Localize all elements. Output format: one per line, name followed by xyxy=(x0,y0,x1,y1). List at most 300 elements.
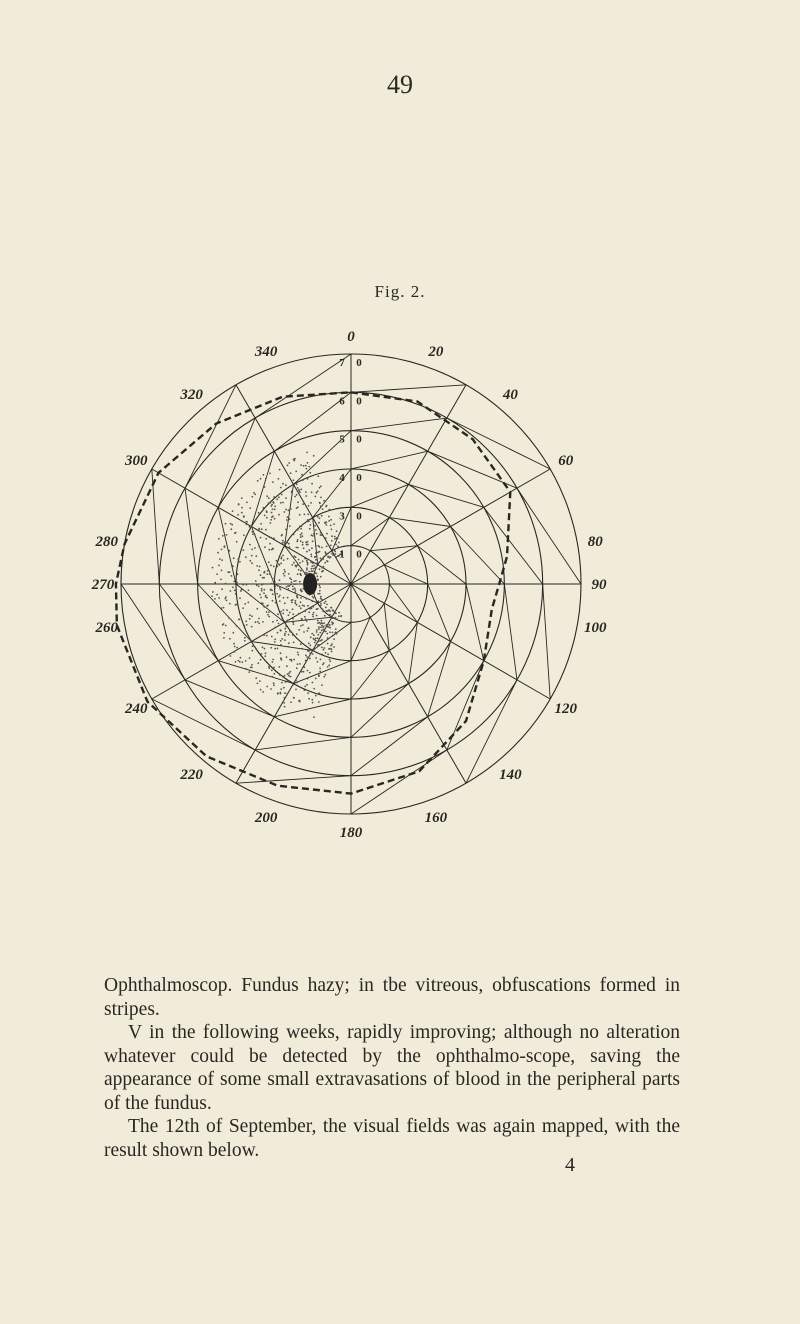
scotoma-dot xyxy=(317,516,319,518)
scotoma-dot xyxy=(305,709,307,711)
scotoma-dot xyxy=(288,634,290,636)
scotoma-dot xyxy=(273,496,275,498)
scotoma-dot xyxy=(327,666,329,668)
web-line-3-210 xyxy=(218,661,293,684)
scotoma-dot xyxy=(311,699,313,701)
scotoma-dot xyxy=(306,544,308,546)
scotoma-dot xyxy=(225,625,227,627)
web-line-1-60 xyxy=(384,565,427,584)
meridian-label: 200 xyxy=(254,810,278,827)
scotoma-dot xyxy=(315,657,317,659)
scotoma-dot xyxy=(331,643,333,645)
scotoma-dot xyxy=(329,624,331,626)
scotoma-dot xyxy=(306,551,308,553)
scotoma-dot xyxy=(331,553,333,555)
scotoma-dot xyxy=(303,671,305,673)
scotoma-dot xyxy=(300,488,302,490)
scotoma-dot xyxy=(332,610,334,612)
scotoma-dot xyxy=(326,604,328,606)
scotoma-dot xyxy=(262,621,264,623)
scotoma-dot xyxy=(260,523,262,525)
scotoma-dot xyxy=(214,582,216,584)
scotoma-dot xyxy=(288,588,290,590)
scotoma-dot xyxy=(234,590,236,592)
scotoma-dot xyxy=(327,643,329,645)
scotoma-dot xyxy=(315,638,317,640)
scotoma-dot xyxy=(251,650,253,652)
scotoma-dot xyxy=(265,529,267,531)
scotoma-dot xyxy=(272,548,274,550)
meridian-label: 20 xyxy=(428,343,444,360)
scotoma-dot xyxy=(270,522,272,524)
scotoma-dot xyxy=(284,602,286,604)
scotoma-dot xyxy=(333,638,335,640)
scotoma-dot xyxy=(273,502,275,504)
scotoma-dot xyxy=(277,585,279,587)
scotoma-dot xyxy=(244,637,246,639)
scotoma-dot xyxy=(307,513,309,515)
scotoma-dot xyxy=(236,647,238,649)
scotoma-dot xyxy=(288,509,290,511)
scotoma-dot xyxy=(257,683,259,685)
scotoma-dot xyxy=(236,625,238,627)
scotoma-dot xyxy=(293,641,295,643)
scotoma-dot xyxy=(280,688,282,690)
scotoma-dot xyxy=(318,626,320,628)
scotoma-dot xyxy=(263,589,265,591)
web-line-1-90 xyxy=(389,584,417,622)
scotoma-dot xyxy=(278,514,280,516)
scotoma-dot xyxy=(299,605,301,607)
scotoma-dot xyxy=(276,620,278,622)
figure-caption: Fig. 2. xyxy=(374,282,426,301)
scotoma-dot xyxy=(318,640,320,642)
scotoma-dot xyxy=(265,652,267,654)
scotoma-dot xyxy=(249,507,251,509)
scotoma-dot xyxy=(316,615,318,617)
web-line-3-90 xyxy=(466,584,484,661)
scotoma-dot xyxy=(246,502,248,504)
scotoma-dot xyxy=(232,566,234,568)
meridian-label: 320 xyxy=(180,387,203,404)
scotoma-dot xyxy=(333,646,335,648)
scotoma-dot xyxy=(325,674,327,676)
scotoma-dot xyxy=(329,648,331,650)
scotoma-dot xyxy=(311,570,313,572)
scotoma-dot xyxy=(283,542,285,544)
scotoma-dot xyxy=(291,660,293,662)
scotoma-dot xyxy=(295,589,297,591)
scotoma-dot xyxy=(274,585,276,587)
meridian-label: 40 xyxy=(502,387,518,404)
scotoma-dot xyxy=(258,623,260,625)
scotoma-dot xyxy=(323,647,325,649)
scotoma-dot xyxy=(297,652,299,654)
scotoma-dot xyxy=(282,613,284,615)
scotoma-dot xyxy=(315,545,317,547)
meridian-label: 240 xyxy=(124,701,148,717)
scotoma-dot xyxy=(239,619,241,621)
scotoma-dot xyxy=(300,625,302,627)
scotoma-dot xyxy=(285,497,287,499)
scotoma-dot xyxy=(316,631,318,633)
scotoma-dot xyxy=(231,575,233,577)
scotoma-dot xyxy=(290,508,292,510)
scotoma-dot xyxy=(316,573,318,575)
scotoma-dot xyxy=(258,528,260,530)
scotoma-dot xyxy=(271,669,273,671)
scotoma-dot xyxy=(269,536,271,538)
scotoma-dot xyxy=(329,631,331,633)
scotoma-dot xyxy=(223,637,225,639)
scotoma-dot xyxy=(306,598,308,600)
scotoma-dot xyxy=(251,562,253,564)
scotoma-dot xyxy=(225,523,227,525)
scotoma-dot xyxy=(302,479,304,481)
scotoma-dot xyxy=(326,524,328,526)
scotoma-dot xyxy=(325,607,327,609)
scotoma-dot xyxy=(340,616,342,618)
scotoma-dot xyxy=(249,526,251,528)
scotoma-dot xyxy=(247,602,249,604)
web-line-2-90 xyxy=(428,584,451,642)
scotoma-dot xyxy=(285,529,287,531)
scotoma-dot xyxy=(285,626,287,628)
scotoma-dot xyxy=(302,542,304,544)
scotoma-dot xyxy=(325,554,327,556)
scotoma-dot xyxy=(266,517,268,519)
scotoma-dot xyxy=(282,502,284,504)
scotoma-dot xyxy=(328,609,330,611)
scotoma-dot xyxy=(319,502,321,504)
scotoma-dot xyxy=(326,533,328,535)
scotoma-dot xyxy=(273,684,275,686)
scotoma-dot xyxy=(277,632,279,634)
scotoma-dot xyxy=(273,682,275,684)
scotoma-dot xyxy=(284,628,286,630)
scotoma-dot xyxy=(305,655,307,657)
scotoma-dot xyxy=(211,595,213,597)
scotoma-dot xyxy=(293,562,295,564)
scotoma-dot xyxy=(263,577,265,579)
scotoma-dot xyxy=(278,623,280,625)
scotoma-dot xyxy=(293,534,295,536)
scotoma-dot xyxy=(274,518,276,520)
scotoma-dot xyxy=(276,560,278,562)
scotoma-dot xyxy=(295,583,297,585)
scotoma-dot xyxy=(320,596,322,598)
scotoma-dot xyxy=(311,565,313,567)
scotoma-dot xyxy=(226,600,228,602)
scotoma-dot xyxy=(291,601,293,603)
scotoma-dot xyxy=(292,684,294,686)
scotoma-dot xyxy=(296,633,298,635)
scotoma-dot xyxy=(288,543,290,545)
meridian-label: 80 xyxy=(587,533,603,550)
ring-label-right: 0 xyxy=(356,433,362,446)
scotoma-dot xyxy=(229,638,231,640)
scotoma-dot xyxy=(251,664,253,666)
web-line-4-300 xyxy=(218,418,255,507)
scotoma-dot xyxy=(262,691,264,693)
scotoma-dot xyxy=(312,616,314,618)
scotoma-dot xyxy=(297,487,299,489)
scotoma-dot xyxy=(257,480,259,482)
scotoma-dot xyxy=(218,597,220,599)
scotoma-dot xyxy=(276,566,278,568)
scotoma-dot xyxy=(298,559,300,561)
scotoma-dot xyxy=(299,514,301,516)
scotoma-dot xyxy=(318,675,320,677)
scotoma-dot xyxy=(216,573,218,575)
scotoma-dot xyxy=(272,508,274,510)
scotoma-dot xyxy=(332,617,334,619)
scotoma-dot xyxy=(257,583,259,585)
scotoma-dot xyxy=(282,483,284,485)
scotoma-dot xyxy=(314,496,316,498)
scotoma-dot xyxy=(251,526,253,528)
scotoma-dot xyxy=(260,659,262,661)
meridian-label: 140 xyxy=(499,766,522,783)
scotoma-dot xyxy=(272,600,274,602)
scotoma-dot xyxy=(307,605,309,607)
meridian-label: 180 xyxy=(339,825,363,841)
scotoma-dot xyxy=(253,492,255,494)
scotoma-dot xyxy=(328,664,330,666)
scotoma-dot xyxy=(317,475,319,477)
scotoma-dot xyxy=(268,616,270,618)
scotoma-dot xyxy=(263,583,265,585)
scotoma-dot xyxy=(288,462,290,464)
scotoma-dot xyxy=(294,591,296,593)
scotoma-dot xyxy=(300,607,302,609)
meridian-label: 220 xyxy=(180,766,203,783)
scotoma-dot xyxy=(284,569,286,571)
scotoma-dot xyxy=(217,552,219,554)
scotoma-dot xyxy=(272,659,274,661)
scotoma-dot xyxy=(287,465,289,467)
scotoma-dot xyxy=(301,618,303,620)
scotoma-dot xyxy=(336,556,338,558)
scotoma-dot xyxy=(324,602,326,604)
scotoma-dot xyxy=(300,534,302,536)
scotoma-dot xyxy=(315,552,317,554)
scotoma-dot xyxy=(256,565,258,567)
scotoma-dot xyxy=(229,603,231,605)
scotoma-dot xyxy=(235,593,237,595)
scotoma-dot xyxy=(244,603,246,605)
scotoma-dot xyxy=(300,589,302,591)
scotoma-dot xyxy=(322,623,324,625)
scotoma-dot xyxy=(280,614,282,616)
scotoma-dot xyxy=(288,642,290,644)
scotoma-dot xyxy=(319,517,321,519)
scotoma-dot xyxy=(251,615,253,617)
web-line-2-210 xyxy=(251,642,312,651)
scotoma-dot xyxy=(287,673,289,675)
scotoma-dot xyxy=(301,648,303,650)
scotoma-dot xyxy=(212,591,214,593)
scotoma-dot xyxy=(259,594,261,596)
scotoma-dot xyxy=(234,651,236,653)
scotoma-dot xyxy=(219,558,221,560)
scotoma-dot xyxy=(241,507,243,509)
scotoma-dot xyxy=(318,628,320,630)
scotoma-dot xyxy=(300,464,302,466)
scotoma-dot xyxy=(279,595,281,597)
scotoma-dot xyxy=(304,558,306,560)
scotoma-dot xyxy=(313,565,315,567)
scotoma-dot xyxy=(230,590,232,592)
scotoma-dot xyxy=(298,569,300,571)
scotoma-dot xyxy=(265,595,267,597)
scotoma-dot xyxy=(289,631,291,633)
scotoma-dot xyxy=(306,560,308,562)
scotoma-dot xyxy=(260,537,262,539)
scotoma-dot xyxy=(271,636,273,638)
scotoma-dot xyxy=(254,534,256,536)
scotoma-dot xyxy=(270,589,272,591)
scotoma-dot xyxy=(315,556,317,558)
scotoma-dot xyxy=(295,566,297,568)
web-line-3-180 xyxy=(274,699,351,717)
scotoma-dot xyxy=(308,520,310,522)
paragraph-2: V in the following weeks, rapidly improving; although no alteration whatever could be detected by the ophthalmo-scope, saving the appearance of some small extravasations of blood in the peripheral parts of the fundus. xyxy=(104,1022,680,1114)
scotoma-dot xyxy=(289,671,291,673)
scotoma-dot xyxy=(331,535,333,537)
scotoma-dot xyxy=(321,630,323,632)
scotoma-dot xyxy=(292,588,294,590)
scotoma-dot xyxy=(243,534,245,536)
scotoma-dot xyxy=(304,616,306,618)
scotoma-dot xyxy=(266,597,268,599)
scotoma-dot xyxy=(284,697,286,699)
ring-label-left: 7 xyxy=(339,357,345,369)
paragraph-3: The 12th of September, the visual fields was again mapped, with the result shown below. xyxy=(104,1116,680,1161)
scotoma-dot xyxy=(243,515,245,517)
scotoma-dot xyxy=(270,537,272,539)
scotoma-dot xyxy=(266,511,268,513)
scotoma-dot xyxy=(319,551,321,553)
meridian-label: 280 xyxy=(95,533,119,550)
scotoma-dot xyxy=(320,603,322,605)
scotoma-dot xyxy=(246,584,248,586)
scotoma-dot xyxy=(272,593,274,595)
scotoma-dot xyxy=(223,607,225,609)
scotoma-dot xyxy=(283,702,285,704)
scotoma-dot xyxy=(313,533,315,535)
scotoma-dot xyxy=(306,572,308,574)
scotoma-dot xyxy=(295,680,297,682)
meridian-label: 340 xyxy=(254,343,278,360)
scotoma-dot xyxy=(241,497,243,499)
web-line-4-60 xyxy=(484,507,543,584)
scotoma-dot xyxy=(231,524,233,526)
scotoma-dot xyxy=(230,655,232,657)
scotoma-dot xyxy=(281,556,283,558)
scotoma-dot xyxy=(245,660,247,662)
scotoma-dot xyxy=(316,492,318,494)
scotoma-dot xyxy=(220,579,222,581)
scotoma-dot xyxy=(251,531,253,533)
scotoma-dot xyxy=(252,645,254,647)
scotoma-dot xyxy=(270,564,272,566)
scotoma-dot xyxy=(296,529,298,531)
scotoma-dot xyxy=(322,626,324,628)
scotoma-dot xyxy=(309,528,311,530)
scotoma-dot xyxy=(266,573,268,575)
scotoma-dot xyxy=(245,668,247,670)
perimetry-svg xyxy=(91,329,660,860)
scotoma-dot xyxy=(282,555,284,557)
scotoma-dot xyxy=(307,462,309,464)
scotoma-dot xyxy=(330,645,332,647)
scotoma-dot xyxy=(292,618,294,620)
scotoma-dot xyxy=(305,660,307,662)
scotoma-dot xyxy=(295,580,297,582)
scotoma-dot xyxy=(287,619,289,621)
scotoma-dot xyxy=(251,626,253,628)
scotoma-dot xyxy=(262,646,264,648)
scotoma-dot xyxy=(327,626,329,628)
perimetry-chart xyxy=(91,329,660,865)
scotoma-dot xyxy=(285,631,287,633)
scotoma-dot xyxy=(284,692,286,694)
scotoma-dot xyxy=(310,502,312,504)
scotoma-dot xyxy=(301,525,303,527)
paragraph-1: Ophthalmoscop. Fundus hazy; in tbe vitreous, obfuscations formed in stripes. xyxy=(104,975,680,1020)
scotoma-dot xyxy=(283,597,285,599)
scotoma-dot xyxy=(321,625,323,627)
scotoma-dot xyxy=(302,503,304,505)
scotoma-dot xyxy=(233,557,235,559)
scotoma-dot xyxy=(334,612,336,614)
scotoma-dot xyxy=(302,535,304,537)
scotoma-dot xyxy=(314,525,316,527)
scotoma-dot xyxy=(292,608,294,610)
scotoma-dot xyxy=(293,697,295,699)
scotoma-dot xyxy=(320,558,322,560)
scotoma-dot xyxy=(305,491,307,493)
scotoma-dot xyxy=(308,627,310,629)
scotoma-dot xyxy=(308,611,310,613)
scotoma-dot xyxy=(302,544,304,546)
scotoma-dot xyxy=(272,481,274,483)
scotoma-dot xyxy=(275,602,277,604)
scotoma-dot xyxy=(332,622,334,624)
scotoma-dot xyxy=(242,584,244,586)
scotoma-dot xyxy=(335,628,337,630)
scotoma-dot xyxy=(292,622,294,624)
scotoma-dot xyxy=(321,515,323,517)
scotoma-dot xyxy=(316,629,318,631)
scotoma-dot xyxy=(306,561,308,563)
scotoma-dot xyxy=(259,566,261,568)
scotoma-dot xyxy=(299,687,301,689)
scotoma-dot xyxy=(240,657,242,659)
scotoma-dot xyxy=(311,491,313,493)
scotoma-dot xyxy=(266,495,268,497)
scotoma-dot xyxy=(290,584,292,586)
scotoma-dot xyxy=(299,562,301,564)
scotoma-dot xyxy=(291,492,293,494)
web-line-5-240 xyxy=(121,584,185,680)
scotoma-dot xyxy=(292,634,294,636)
scotoma-dot xyxy=(235,661,237,663)
scotoma-dot xyxy=(324,630,326,632)
scotoma-dot xyxy=(255,621,257,623)
scotoma-dot xyxy=(296,494,298,496)
